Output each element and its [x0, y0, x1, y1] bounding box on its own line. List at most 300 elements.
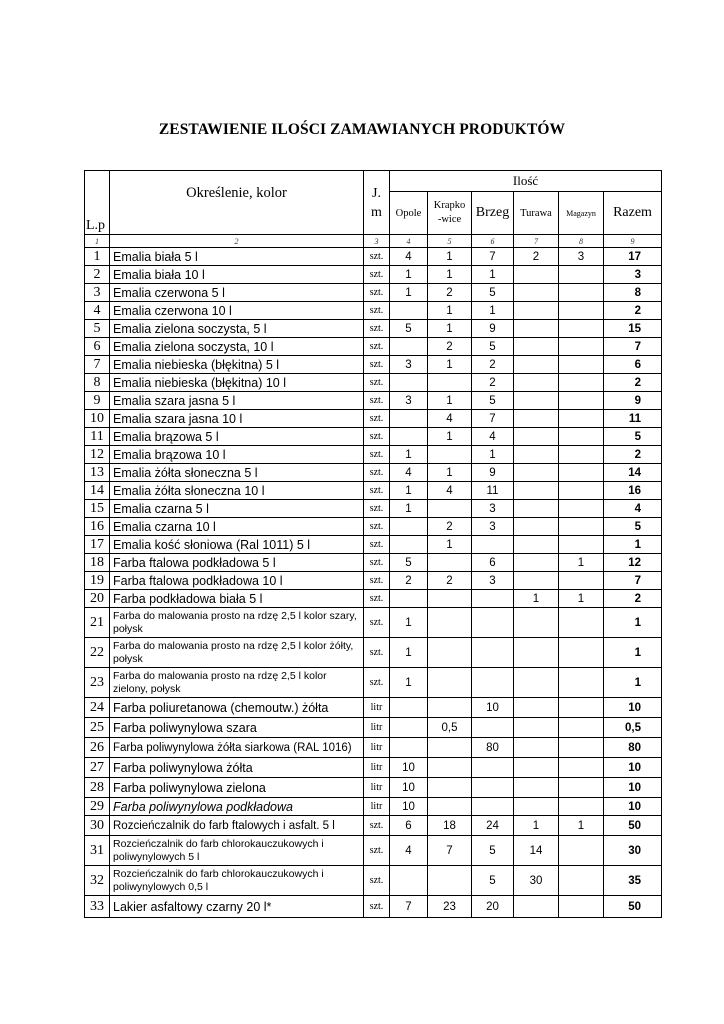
row-magazyn: [559, 320, 604, 338]
row-magazyn: [559, 410, 604, 428]
row-krapkowice: 2: [428, 572, 472, 590]
row-lp: 4: [85, 302, 110, 320]
header-jm-1: J.: [372, 185, 381, 201]
row-razem: 5: [604, 428, 662, 446]
row-magazyn: [559, 500, 604, 518]
row-name: Emalia czarna 5 l: [110, 500, 364, 518]
row-opole: [390, 718, 428, 738]
row-name: Rozcieńczalnik do farb chlorokauczukowych i poliwynylowych 0,5 l: [110, 866, 364, 896]
row-brzeg: 9: [472, 464, 514, 482]
row-jm: litr: [364, 718, 390, 738]
row-name: Farba poliwynylowa zielona: [110, 778, 364, 798]
row-turawa: [514, 446, 559, 464]
row-jm: szt.: [364, 536, 390, 554]
header-krapkowice: [428, 192, 472, 235]
row-razem: 8: [604, 284, 662, 302]
row-jm: szt.: [364, 608, 390, 638]
row-krapkowice: 1: [428, 464, 472, 482]
row-brzeg: [472, 758, 514, 778]
index-cell: 4: [390, 235, 428, 248]
row-brzeg: 11: [472, 482, 514, 500]
table-row: [85, 698, 662, 718]
row-jm: szt.: [364, 464, 390, 482]
row-lp: 8: [85, 374, 110, 392]
row-magazyn: [559, 698, 604, 718]
row-lp: 31: [85, 836, 110, 866]
row-brzeg: 24: [472, 816, 514, 836]
row-krapkowice: 4: [428, 482, 472, 500]
row-magazyn: [559, 638, 604, 668]
row-lp: 13: [85, 464, 110, 482]
row-jm: szt.: [364, 500, 390, 518]
row-jm: szt.: [364, 668, 390, 698]
row-razem: 17: [604, 248, 662, 266]
row-krapkowice: [428, 668, 472, 698]
row-krapkowice: 7: [428, 836, 472, 866]
table-row: [85, 668, 662, 698]
row-magazyn: [559, 374, 604, 392]
header-name: Określenie, kolor: [110, 171, 364, 235]
table-row: [85, 392, 662, 410]
row-name: Emalia brązowa 5 l: [110, 428, 364, 446]
row-razem: 12: [604, 554, 662, 572]
row-turawa: [514, 374, 559, 392]
row-razem: 50: [604, 816, 662, 836]
row-razem: 35: [604, 866, 662, 896]
row-opole: 10: [390, 758, 428, 778]
row-turawa: [514, 798, 559, 816]
header-turawa: Turawa: [514, 192, 559, 235]
row-opole: 5: [390, 320, 428, 338]
row-name: Emalia kość słoniowa (Ral 1011) 5 l: [110, 536, 364, 554]
row-lp: 32: [85, 866, 110, 896]
row-name: Emalia czarna 10 l: [110, 518, 364, 536]
row-jm: szt.: [364, 836, 390, 866]
row-razem: 50: [604, 896, 662, 918]
row-razem: 10: [604, 758, 662, 778]
row-turawa: 1: [514, 590, 559, 608]
row-jm: litr: [364, 778, 390, 798]
row-turawa: [514, 638, 559, 668]
row-opole: 3: [390, 356, 428, 374]
row-name: Emalia zielona soczysta, 5 l: [110, 320, 364, 338]
row-brzeg: [472, 590, 514, 608]
row-magazyn: [559, 284, 604, 302]
row-krapkowice: 1: [428, 248, 472, 266]
row-lp: 27: [85, 758, 110, 778]
row-magazyn: [559, 778, 604, 798]
table-row: [85, 284, 662, 302]
row-krapkowice: [428, 798, 472, 816]
row-razem: 14: [604, 464, 662, 482]
row-lp: 17: [85, 536, 110, 554]
row-razem: 30: [604, 836, 662, 866]
row-magazyn: [559, 798, 604, 816]
row-razem: 1: [604, 608, 662, 638]
row-turawa: [514, 698, 559, 718]
row-jm: szt.: [364, 572, 390, 590]
row-brzeg: [472, 638, 514, 668]
header-krapkowice-2: -wice: [437, 214, 462, 225]
row-opole: 1: [390, 482, 428, 500]
table-row: [85, 896, 662, 918]
row-jm: szt.: [364, 446, 390, 464]
row-jm: litr: [364, 758, 390, 778]
row-krapkowice: [428, 698, 472, 718]
row-brzeg: [472, 536, 514, 554]
row-magazyn: [559, 266, 604, 284]
row-turawa: [514, 320, 559, 338]
row-krapkowice: 1: [428, 536, 472, 554]
table-row: [85, 572, 662, 590]
row-magazyn: [559, 464, 604, 482]
row-razem: 2: [604, 590, 662, 608]
row-brzeg: 4: [472, 428, 514, 446]
row-magazyn: 1: [559, 590, 604, 608]
row-magazyn: [559, 302, 604, 320]
row-opole: 7: [390, 896, 428, 918]
row-turawa: [514, 718, 559, 738]
row-turawa: [514, 500, 559, 518]
table-row: [85, 798, 662, 816]
row-krapkowice: 23: [428, 896, 472, 918]
row-opole: [390, 428, 428, 446]
row-razem: 1: [604, 536, 662, 554]
row-name: Emalia szara jasna 5 l: [110, 392, 364, 410]
row-lp: 3: [85, 284, 110, 302]
row-jm: szt.: [364, 320, 390, 338]
row-turawa: [514, 284, 559, 302]
document-title: ZESTAWIENIE ILOŚCI ZAMAWIANYCH PRODUKTÓW: [158, 121, 566, 138]
row-opole: 10: [390, 798, 428, 816]
row-krapkowice: [428, 446, 472, 464]
row-jm: litr: [364, 698, 390, 718]
table-row: [85, 482, 662, 500]
row-lp: 10: [85, 410, 110, 428]
row-brzeg: 5: [472, 338, 514, 356]
row-brzeg: 7: [472, 248, 514, 266]
row-lp: 5: [85, 320, 110, 338]
row-name: Farba poliwynylowa podkładowa: [110, 798, 364, 816]
table-row: [85, 816, 662, 836]
row-opole: 1: [390, 638, 428, 668]
row-name: Lakier asfaltowy czarny 20 l*: [110, 896, 364, 918]
row-name: Emalia niebieska (błękitna) 10 l: [110, 374, 364, 392]
row-razem: 2: [604, 374, 662, 392]
row-magazyn: [559, 536, 604, 554]
header-razem: Razem: [604, 192, 662, 235]
row-jm: szt.: [364, 392, 390, 410]
row-lp: 20: [85, 590, 110, 608]
row-brzeg: 1: [472, 266, 514, 284]
row-turawa: [514, 266, 559, 284]
row-turawa: 1: [514, 816, 559, 836]
header-brzeg: Brzeg: [472, 192, 514, 235]
row-turawa: [514, 668, 559, 698]
row-razem: 2: [604, 302, 662, 320]
row-magazyn: 3: [559, 248, 604, 266]
row-lp: 7: [85, 356, 110, 374]
header-opole: Opole: [390, 192, 428, 235]
row-name: Rozcieńczalnik do farb ftalowych i asfalt. 5 l: [110, 816, 364, 836]
products-table: [84, 170, 662, 918]
row-razem: 4: [604, 500, 662, 518]
row-turawa: [514, 572, 559, 590]
row-magazyn: [559, 866, 604, 896]
row-brzeg: [472, 608, 514, 638]
row-krapkowice: 1: [428, 302, 472, 320]
row-lp: 30: [85, 816, 110, 836]
row-lp: 9: [85, 392, 110, 410]
table-row: [85, 464, 662, 482]
row-brzeg: 5: [472, 284, 514, 302]
table-row: [85, 266, 662, 284]
row-opole: 4: [390, 464, 428, 482]
row-jm: szt.: [364, 356, 390, 374]
row-opole: 1: [390, 266, 428, 284]
row-turawa: [514, 410, 559, 428]
row-lp: 33: [85, 896, 110, 918]
index-cell: 6: [472, 235, 514, 248]
row-magazyn: 1: [559, 554, 604, 572]
row-name: Farba poliuretanowa (chemoutw.) żółta: [110, 698, 364, 718]
row-name: Emalia czerwona 5 l: [110, 284, 364, 302]
row-razem: 1: [604, 668, 662, 698]
row-name: Farba ftalowa podkładowa 5 l: [110, 554, 364, 572]
row-jm: szt.: [364, 428, 390, 446]
index-row: [85, 235, 662, 248]
row-turawa: 30: [514, 866, 559, 896]
row-razem: 10: [604, 778, 662, 798]
row-brzeg: 3: [472, 500, 514, 518]
row-jm: szt.: [364, 866, 390, 896]
row-name: Farba do malowania prosto na rdzę 2,5 l kolor szary, połysk: [110, 608, 364, 638]
row-magazyn: [559, 518, 604, 536]
row-krapkowice: [428, 758, 472, 778]
row-opole: 3: [390, 392, 428, 410]
row-turawa: [514, 518, 559, 536]
row-jm: szt.: [364, 410, 390, 428]
row-lp: 21: [85, 608, 110, 638]
row-lp: 29: [85, 798, 110, 816]
table-row: [85, 778, 662, 798]
row-razem: 16: [604, 482, 662, 500]
row-magazyn: [559, 338, 604, 356]
row-razem: 6: [604, 356, 662, 374]
row-brzeg: 9: [472, 320, 514, 338]
row-krapkowice: 18: [428, 816, 472, 836]
index-cell: 8: [559, 235, 604, 248]
row-razem: 9: [604, 392, 662, 410]
row-opole: [390, 698, 428, 718]
row-lp: 6: [85, 338, 110, 356]
row-lp: 1: [85, 248, 110, 266]
row-brzeg: [472, 668, 514, 698]
row-name: Emalia żółta słoneczna 10 l: [110, 482, 364, 500]
row-krapkowice: [428, 590, 472, 608]
row-brzeg: 2: [472, 374, 514, 392]
row-name: Emalia szara jasna 10 l: [110, 410, 364, 428]
row-opole: 10: [390, 778, 428, 798]
table-row: [85, 320, 662, 338]
index-cell: 1: [85, 235, 110, 248]
row-brzeg: 2: [472, 356, 514, 374]
row-opole: [390, 590, 428, 608]
row-brzeg: 20: [472, 896, 514, 918]
row-name: Farba ftalowa podkładowa 10 l: [110, 572, 364, 590]
table-row: [85, 446, 662, 464]
table-row: [85, 608, 662, 638]
row-brzeg: 7: [472, 410, 514, 428]
header-lp: L.p: [85, 171, 110, 235]
index-cell: 2: [110, 235, 364, 248]
row-razem: 0,5: [604, 718, 662, 738]
row-jm: szt.: [364, 374, 390, 392]
table-row: [85, 518, 662, 536]
table-row: [85, 428, 662, 446]
index-cell: 3: [364, 235, 390, 248]
row-lp: 15: [85, 500, 110, 518]
row-razem: 3: [604, 266, 662, 284]
row-brzeg: 80: [472, 738, 514, 758]
row-lp: 14: [85, 482, 110, 500]
row-magazyn: [559, 608, 604, 638]
row-magazyn: [559, 392, 604, 410]
table-row: [85, 718, 662, 738]
row-jm: szt.: [364, 248, 390, 266]
row-magazyn: [559, 482, 604, 500]
row-turawa: [514, 758, 559, 778]
row-jm: szt.: [364, 816, 390, 836]
row-brzeg: 1: [472, 302, 514, 320]
row-opole: [390, 374, 428, 392]
row-jm: litr: [364, 798, 390, 816]
row-magazyn: 1: [559, 816, 604, 836]
row-brzeg: [472, 778, 514, 798]
row-jm: szt.: [364, 896, 390, 918]
row-turawa: [514, 392, 559, 410]
table-row: [85, 590, 662, 608]
table-row: [85, 738, 662, 758]
row-lp: 26: [85, 738, 110, 758]
row-name: Emalia biała 10 l: [110, 266, 364, 284]
row-jm: szt.: [364, 518, 390, 536]
row-opole: 1: [390, 668, 428, 698]
row-magazyn: [559, 718, 604, 738]
row-name: Farba podkładowa biała 5 l: [110, 590, 364, 608]
row-opole: [390, 302, 428, 320]
row-razem: 1: [604, 638, 662, 668]
row-jm: szt.: [364, 482, 390, 500]
table-row: [85, 338, 662, 356]
table-row: [85, 866, 662, 896]
row-lp: 18: [85, 554, 110, 572]
row-turawa: [514, 896, 559, 918]
row-krapkowice: 1: [428, 392, 472, 410]
row-lp: 16: [85, 518, 110, 536]
row-krapkowice: 2: [428, 338, 472, 356]
row-brzeg: 10: [472, 698, 514, 718]
row-turawa: [514, 302, 559, 320]
row-opole: [390, 866, 428, 896]
row-opole: 2: [390, 572, 428, 590]
row-brzeg: 1: [472, 446, 514, 464]
row-krapkowice: 2: [428, 284, 472, 302]
header-ilosc: Ilość: [390, 171, 662, 192]
row-magazyn: [559, 668, 604, 698]
table-row: [85, 758, 662, 778]
row-name: Emalia biała 5 l: [110, 248, 364, 266]
table-row: [85, 536, 662, 554]
row-krapkowice: [428, 374, 472, 392]
row-lp: 28: [85, 778, 110, 798]
row-opole: [390, 410, 428, 428]
row-name: Emalia zielona soczysta, 10 l: [110, 338, 364, 356]
row-brzeg: 6: [472, 554, 514, 572]
row-krapkowice: 2: [428, 518, 472, 536]
row-lp: 11: [85, 428, 110, 446]
row-name: Emalia brązowa 10 l: [110, 446, 364, 464]
row-krapkowice: 1: [428, 356, 472, 374]
row-turawa: [514, 738, 559, 758]
row-opole: [390, 518, 428, 536]
row-magazyn: [559, 572, 604, 590]
table-row: [85, 248, 662, 266]
row-turawa: [514, 536, 559, 554]
table-row: [85, 302, 662, 320]
row-razem: 15: [604, 320, 662, 338]
row-magazyn: [559, 836, 604, 866]
row-name: Emalia żółta słoneczna 5 l: [110, 464, 364, 482]
row-turawa: [514, 778, 559, 798]
table-row: [85, 356, 662, 374]
row-lp: 25: [85, 718, 110, 738]
row-razem: 7: [604, 572, 662, 590]
row-opole: 4: [390, 836, 428, 866]
row-opole: 1: [390, 284, 428, 302]
row-name: Farba do malowania prosto na rdzę 2,5 l kolor żółty, połysk: [110, 638, 364, 668]
row-lp: 19: [85, 572, 110, 590]
row-opole: [390, 536, 428, 554]
row-jm: szt.: [364, 266, 390, 284]
table-row: [85, 500, 662, 518]
row-jm: litr: [364, 738, 390, 758]
table-row: [85, 554, 662, 572]
row-brzeg: [472, 798, 514, 816]
row-razem: 11: [604, 410, 662, 428]
row-opole: [390, 738, 428, 758]
row-opole: [390, 338, 428, 356]
row-jm: szt.: [364, 338, 390, 356]
header-krapkowice-1: Krapko: [433, 200, 466, 211]
row-opole: 1: [390, 608, 428, 638]
row-opole: 1: [390, 446, 428, 464]
table-row: [85, 410, 662, 428]
row-krapkowice: [428, 500, 472, 518]
row-krapkowice: [428, 738, 472, 758]
row-name: Farba poliwynylowa szara: [110, 718, 364, 738]
table-row: [85, 374, 662, 392]
row-opole: 1: [390, 500, 428, 518]
index-cell: 7: [514, 235, 559, 248]
row-opole: 4: [390, 248, 428, 266]
row-turawa: 2: [514, 248, 559, 266]
row-turawa: [514, 608, 559, 638]
header-jm: [364, 171, 390, 235]
row-jm: szt.: [364, 590, 390, 608]
row-krapkowice: 1: [428, 320, 472, 338]
table-row: [85, 836, 662, 866]
